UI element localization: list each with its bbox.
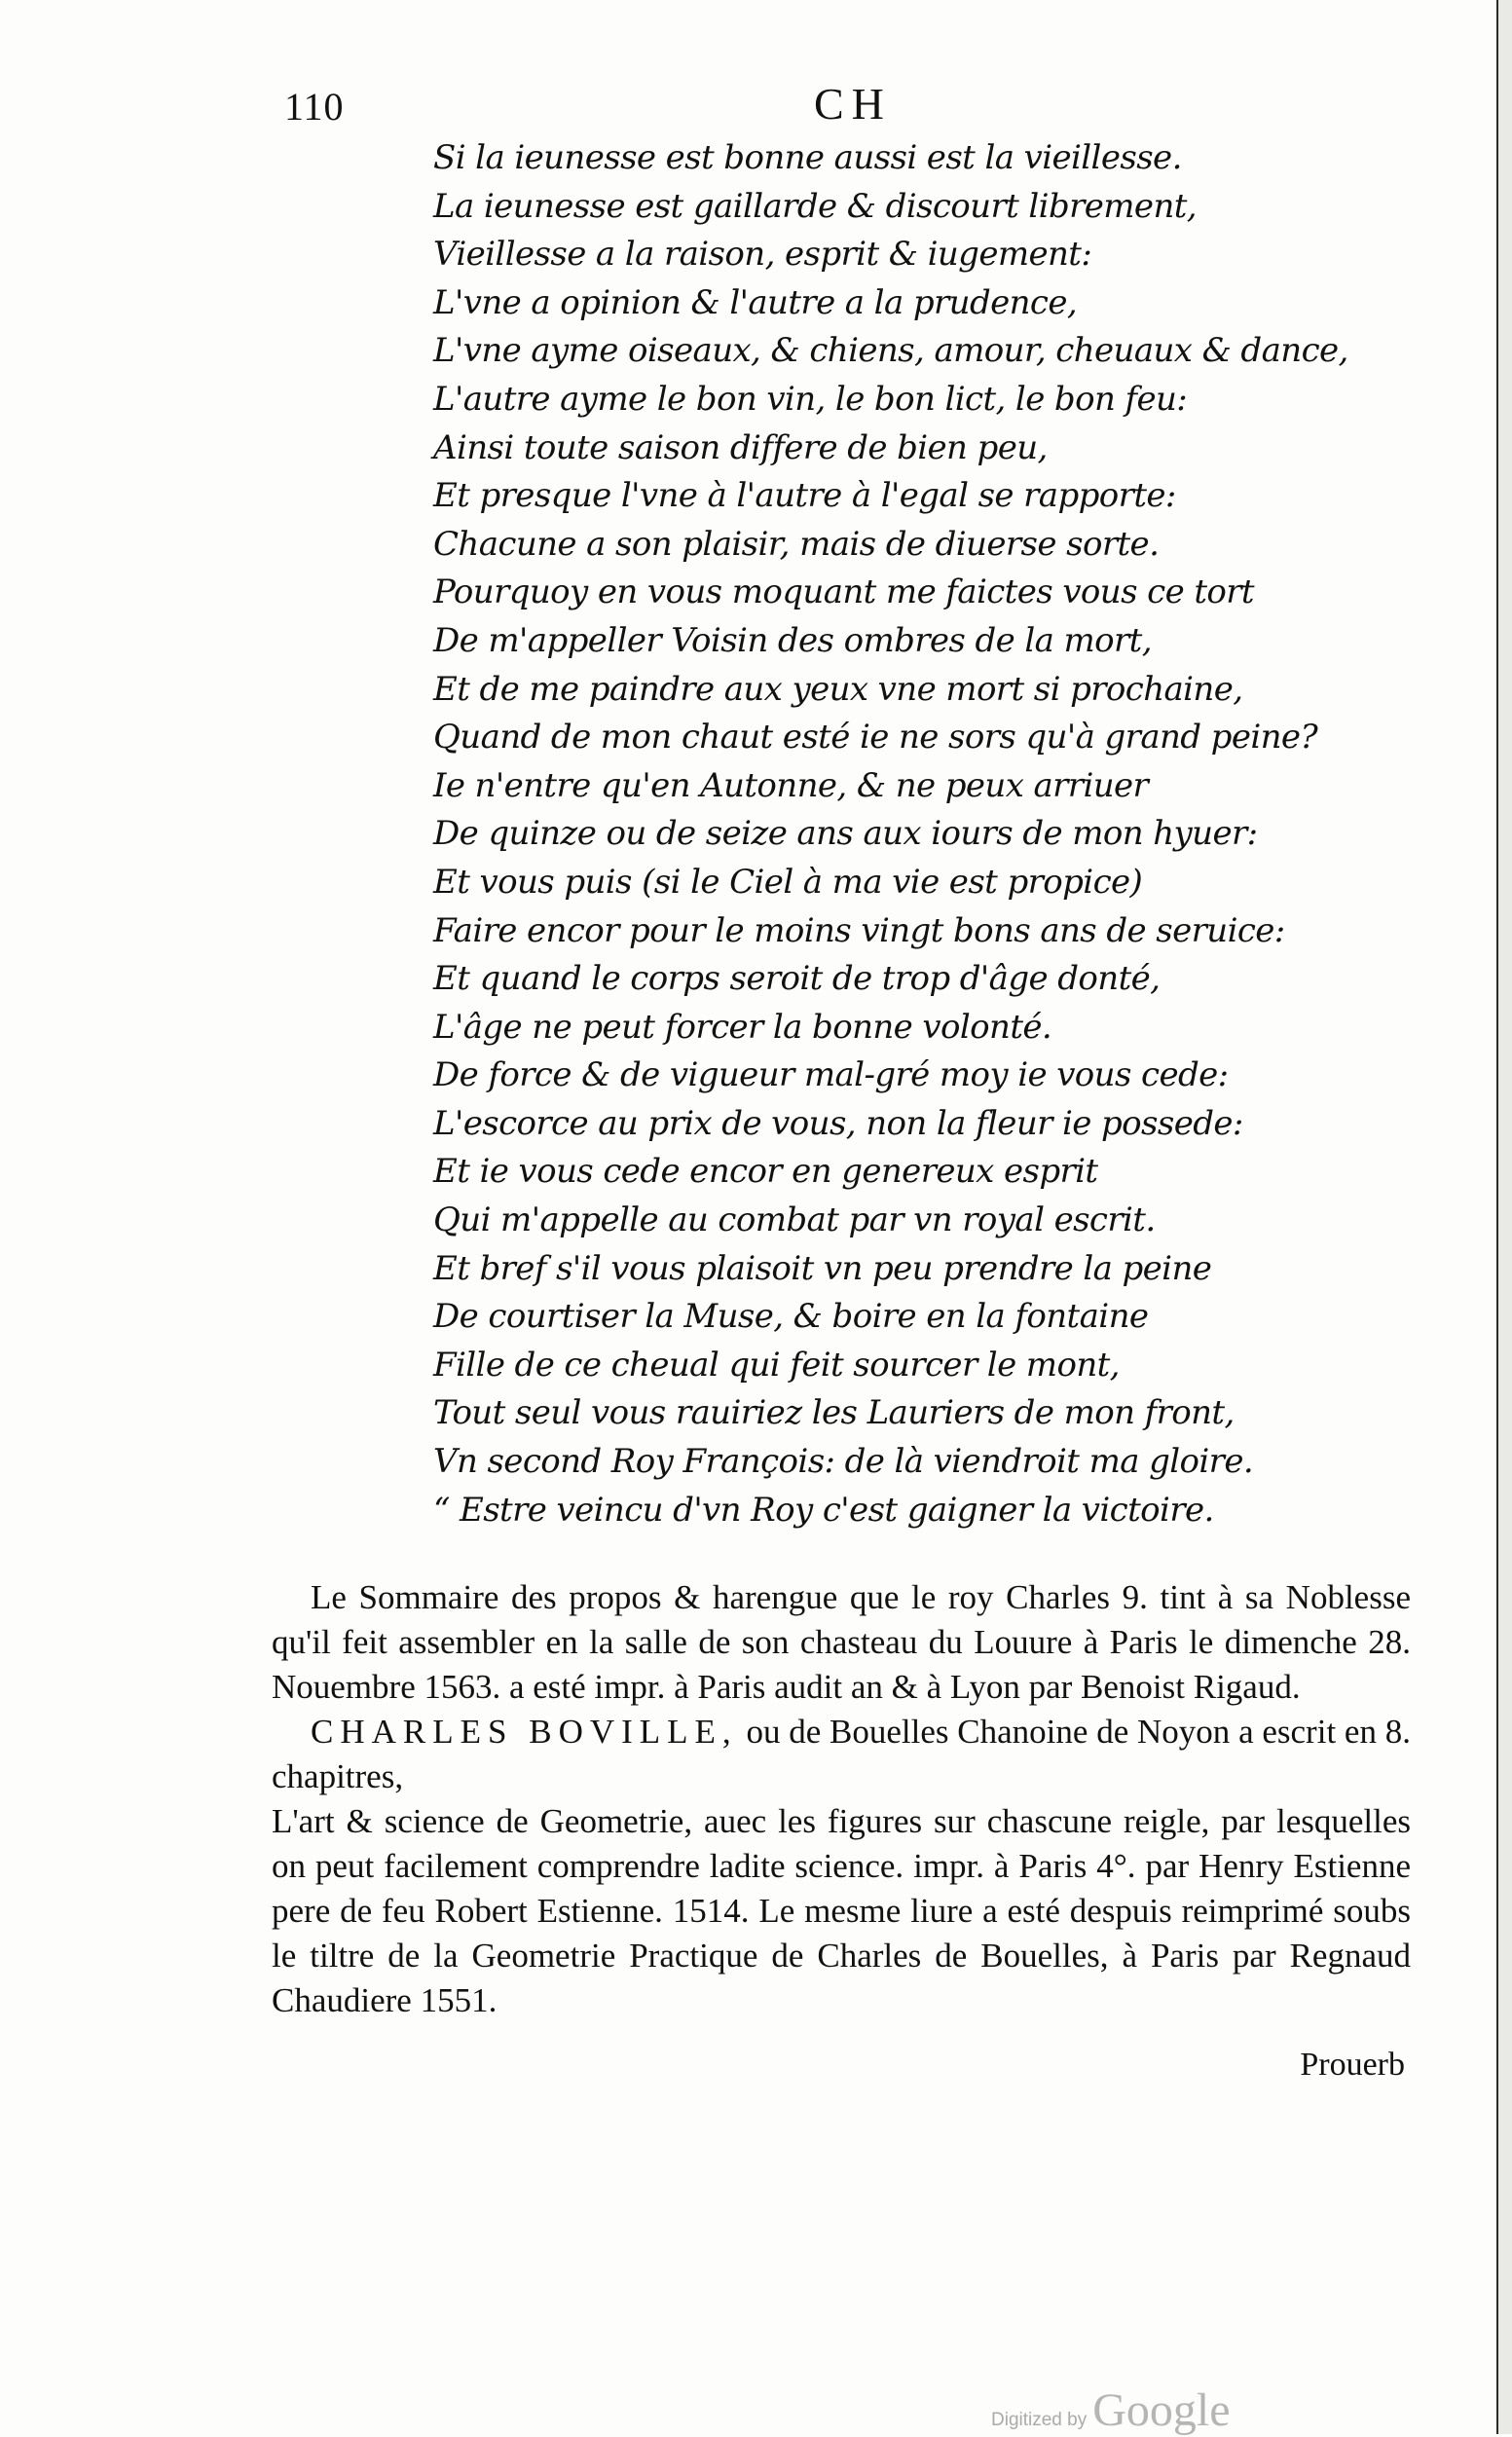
verse-line: L'vne ayme oiseaux, & chiens, amour, cheuaux & dance, <box>433 331 1348 371</box>
verse-line: Qui m'appelle au combat par vn royal escrit. <box>433 1200 1156 1240</box>
paragraph-geometrie: L'art & science de Geometrie, auec les figures sur chascune reigle, par lesquelles on peut facilement comprendre ladite science. impr. à Paris 4°. par Henry Estienne pere de feu Robert Estienne. 1514. Le mesme liure a esté despuis reimprimé soubs le tiltre de la Geometrie Practique de Charles de Bouelles, à Paris par Regnaud Chaudiere 1551. <box>272 1802 1411 2019</box>
verse-line: Et bref s'il vous plaisoit vn peu prendre la peine <box>433 1248 1212 1288</box>
verse-line: De quinze ou de seize ans aux iours de mon hyuer: <box>433 814 1258 854</box>
verse-line: “ Estre veincu d'vn Roy c'est gaigner la victoire. <box>433 1490 1214 1530</box>
paragraph-sommaire: Le Sommaire des propos & harengue que le roy Charles 9. tint à sa Noblesse qu'il feit assembler en la salle de son chasteau du Louure à Paris le dimenche 28. Nouembre 1563. a esté impr. à Paris audit an & à Lyon par Benoist Rigaud. <box>272 1578 1411 1706</box>
verse-line: Vn second Roy François: de là viendroit ma gloire. <box>433 1442 1254 1482</box>
prose-block <box>272 1575 1411 2023</box>
verse-line: De m'appeller Voisin des ombres de la mort, <box>433 620 1152 660</box>
verse-line: De force & de vigueur mal-gré moy ie vous cede: <box>433 1055 1229 1095</box>
watermark-brand: Google <box>1092 2384 1231 2436</box>
running-head: CH <box>814 79 892 129</box>
verse-line: Ainsi toute saison differe de bien peu, <box>433 427 1048 467</box>
verse-line: La ieunesse est gaillarde & discourt librement, <box>433 186 1198 226</box>
paragraph-boville <box>272 1710 1411 1799</box>
watermark-prefix: Digitized by <box>991 2410 1088 2430</box>
verse-line: L'vne a opinion & l'autre a la prudence, <box>433 282 1078 322</box>
verse-line: L'âge ne peut forcer la bonne volonté. <box>433 1007 1052 1047</box>
verse-line: Faire encor pour le moins vingt bons ans de seruice: <box>433 910 1285 950</box>
verse-line: Et vous puis (si le Ciel à ma vie est propice) <box>433 862 1143 902</box>
verse-line: Tout seul vous rauiriez les Lauriers de mon front, <box>433 1393 1235 1433</box>
verse-line: De courtiser la Muse, & boire en la fontaine <box>433 1297 1149 1337</box>
catchword: Prouerb <box>1300 2047 1405 2083</box>
verse-line: Chacune a son plaisir, mais de diuerse sorte. <box>433 524 1160 564</box>
verse-line: Et ie vous cede encor en genereux esprit <box>433 1152 1098 1192</box>
verse-line: L'escorce au prix de vous, non la fleur ie possede: <box>433 1103 1243 1143</box>
verse-line: Ie n'entre qu'en Autonne, & ne peux arriuer <box>433 765 1149 805</box>
verse-line: Pourquoy en vous moquant me faictes vous ce tort <box>433 572 1254 612</box>
verse-block <box>433 134 1465 1534</box>
verse-line: Et de me paindre aux yeux vne mort si prochaine, <box>433 669 1243 709</box>
digitized-watermark <box>991 2383 1231 2437</box>
verse-line: L'autre ayme le bon vin, le bon lict, le bon feu: <box>433 379 1188 419</box>
verse-line: Fille de ce cheual qui feit sourcer le mont, <box>433 1345 1120 1385</box>
author-description: ou de Bouelles Chanoine de Noyon a escrit en 8. chapitres, <box>272 1713 1411 1795</box>
verse-line: Et presque l'vne à l'autre à l'egal se rapporte: <box>433 476 1176 516</box>
page-number: 110 <box>284 85 345 129</box>
verse-line: Quand de mon chaut esté ie ne sors qu'à grand peine? <box>433 718 1318 757</box>
verse-line: Et quand le corps seroit de trop d'âge donté, <box>433 959 1161 999</box>
verse-line: Si la ieunesse est bonne aussi est la vieillesse. <box>433 138 1182 177</box>
verse-line: Vieillesse a la raison, esprit & iugement: <box>433 235 1092 275</box>
page-edge-shadow <box>1498 0 1512 2434</box>
author-name: CHARLES BOVILLE, <box>311 1713 738 1751</box>
